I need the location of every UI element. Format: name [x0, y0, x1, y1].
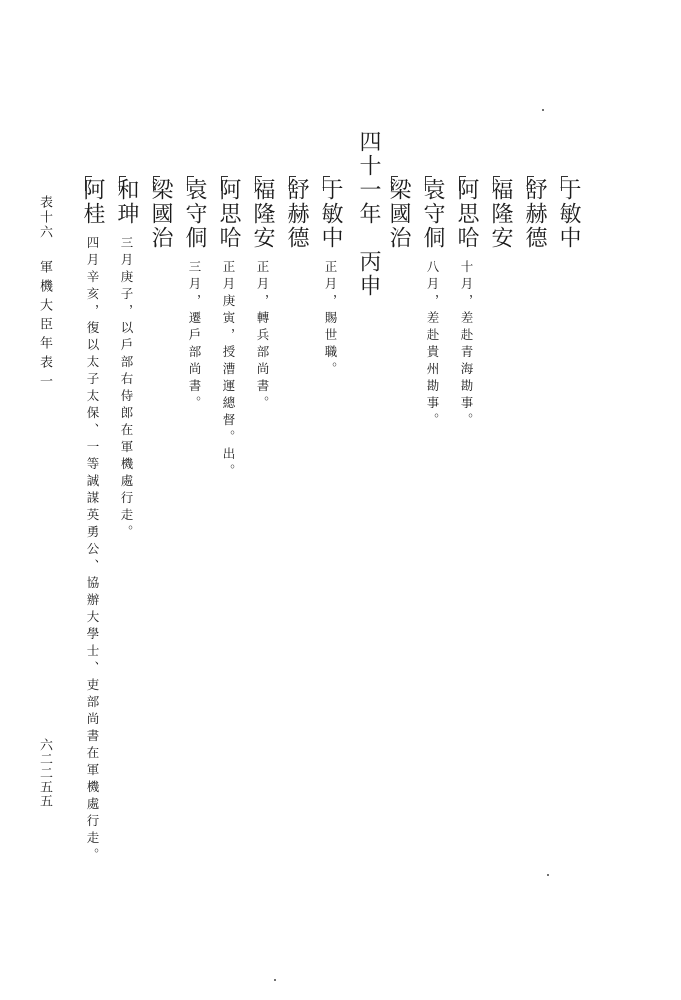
- entry-note: 正月，賜世職。: [323, 260, 338, 379]
- official-name: 梁國治: [148, 178, 173, 250]
- entry-column: [251, 178, 273, 413]
- entry-column: [285, 178, 307, 250]
- scan-speck: [274, 979, 276, 981]
- entry-column: [455, 178, 477, 430]
- entry-note: 四月辛亥，復以太子太保、一等誠謀英勇公、協辦大學士、吏部尚書在軍機處行走。: [85, 236, 100, 865]
- entry-note: 三月，遷戶部尚書。: [187, 260, 202, 413]
- entry-column: [149, 178, 171, 250]
- entry-column: [387, 178, 409, 250]
- official-name: 阿思哈: [454, 178, 479, 250]
- official-name: 阿桂: [80, 178, 105, 226]
- entry-column: [183, 178, 205, 413]
- entry-column: [81, 178, 103, 865]
- official-name: 梁國治: [386, 178, 411, 250]
- entry-column: [557, 178, 579, 250]
- official-name: 福隆安: [250, 178, 275, 250]
- entry-column: [489, 178, 511, 250]
- year-label: 四十一年 丙申: [356, 130, 381, 298]
- entry-note: 正月庚寅，授漕運總督。出。: [221, 260, 236, 481]
- official-name: 阿思哈: [216, 178, 241, 250]
- entry-column: [319, 178, 341, 379]
- section-title: 軍機大臣年表一: [37, 260, 52, 393]
- official-name: 福隆安: [488, 178, 513, 250]
- official-name: 舒赫德: [284, 178, 309, 250]
- year-heading: [357, 130, 379, 298]
- volume-label: 表十六: [37, 195, 52, 240]
- scan-speck: [542, 109, 544, 111]
- entry-note: 十月，差赴青海勘事。: [459, 260, 474, 430]
- page-number: 六二二五五: [37, 738, 52, 808]
- entry-note: 正月，轉兵部尚書。: [255, 260, 270, 413]
- entry-note: 三月庚子，以戶部右侍郎在軍機處行走。: [119, 236, 134, 542]
- entry-column: [523, 178, 545, 250]
- entry-column: [115, 178, 137, 542]
- entry-note: 八月，差赴貴州勘事。: [425, 260, 440, 430]
- entry-column: [217, 178, 239, 481]
- official-name: 于敏中: [318, 178, 343, 250]
- official-name: 和珅: [114, 178, 139, 226]
- scan-speck: [547, 874, 549, 876]
- official-name: 于敏中: [556, 178, 581, 250]
- official-name: 舒赫德: [522, 178, 547, 250]
- official-name: 袁守侗: [182, 178, 207, 250]
- official-name: 袁守侗: [420, 178, 445, 250]
- entry-column: [421, 178, 443, 430]
